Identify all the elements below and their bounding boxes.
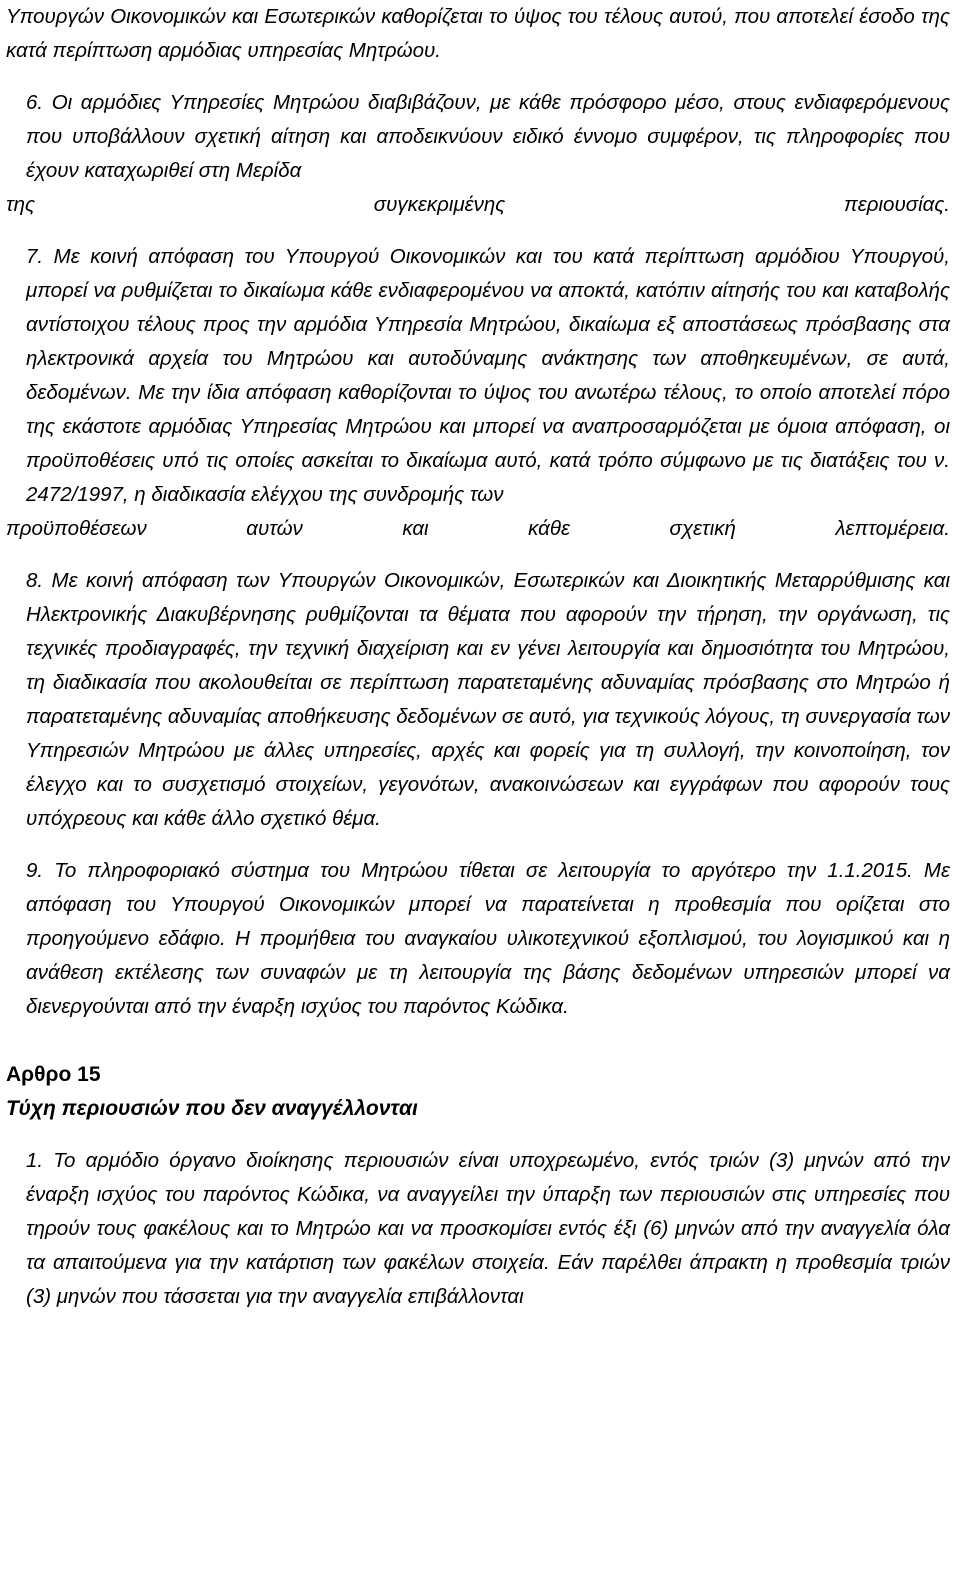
paragraph-6-last-line: της συγκεκριμένης περιουσίας. — [6, 193, 950, 216]
paragraph-article15-1: 1. Το αρμόδιο όργανο διοίκησης περιουσιών είναι υποχρεωμένο, εντός τριών (3) μηνών από την έναρξη ισχύος του παρόντος Κώδικα, να αναγγείλει την ύπαρξη των περιουσιών στις υπηρεσίες που τηρούν τους φακέλους και το Μητρώο και να προσκομίσει εντός έξι (6) μηνών από την αναγγελία όλα τα απαιτούμενα για την κατάρτιση των φακέλων στοιχεία. Εάν παρέλθει άπρακτη η προθεσμία τριών (3) μηνών που τάσσεται για την αναγγελία επιβάλλονται — [26, 1149, 950, 1308]
document-page — [6, 0, 950, 1314]
article-subtitle: Τύχη περιουσιών που δεν αναγγέλλονται — [6, 1097, 418, 1120]
article-title: Αρθρο 15 — [6, 1063, 101, 1086]
paragraph-intro: Υπουργών Οικονομικών και Εσωτερικών καθορίζεται το ύψος του τέλους αυτού, που αποτελεί έσοδο της κατά περίπτωση αρμόδιας υπηρεσίας Μητρώου. — [6, 5, 950, 62]
paragraph-8: 8. Με κοινή απόφαση των Υπουργών Οικονομικών, Εσωτερικών και Διοικητικής Μεταρρύθμισης και Ηλεκτρονικής Διακυβέρνησης ρυθμίζονται τα θέματα που αφορούν την τήρηση, την οργάνωση, τις τεχνικές προδιαγραφές, την τεχνική διαχείριση και εν γένει λειτουργία και δημοσιότητα του Μητρώου, τη διαδικασία που ακολουθείται σε περίπτωση παρατεταμένης αδυναμίας πρόσβασης στο Μητρώο ή παρατεταμένης αδυναμίας αποθήκευσης δεδομένων σε αυτό, για τεχνικούς λόγους, τη συνεργασία των Υπηρεσιών Μητρώου με άλλες υπηρεσίες, αρχές και φορείς για τη συλλογή, την κοινοποίηση, τον έλεγχο και το συσχετισμό στοιχείων, γεγονότων, ανακοινώσεων και εγγράφων που αφορούν τους υπόχρεους και κάθε άλλο σχετικό θέμα. — [26, 569, 950, 830]
paragraph-7: 7. Με κοινή απόφαση του Υπουργού Οικονομικών και του κατά περίπτωση αρμόδιου Υπουργού, μπορεί να ρυθμίζεται το δικαίωμα κάθε ενδιαφερομένου να αποκτά, κατόπιν αίτησής του και καταβολής αντίστοιχου τέλους προς την αρμόδια Υπηρεσία Μητρώου, δικαίωμα εξ αποστάσεως πρόσβασης στα ηλεκτρονικά αρχεία του Μητρώου και αυτοδύναμης ανάκτησης των αποθηκευμένων, σε αυτά, δεδομένων. Με την ίδια απόφαση καθορίζονται το ύψος του ανωτέρω τέλους, το οποίο αποτελεί πόρο της εκάστοτε αρμόδιας Υπηρεσίας Μητρώου και μπορεί να αναπροσαρμόζεται με όμοια απόφαση, οι προϋποθέσεις υπό τις οποίες ασκείται το δικαίωμα αυτό, κατά τρόπο σύμφωνο με τις διατάξεις του ν. 2472/1997, η διαδικασία ελέγχου της συνδρομής των — [26, 245, 950, 506]
paragraph-9: 9. Το πληροφοριακό σύστημα του Μητρώου τίθεται σε λειτουργία το αργότερο την 1.1.2015. Με απόφαση του Υπουργού Οικονομικών μπορεί να παρατείνεται η προθεσμία που ορίζεται στο προηγούμενο εδάφιο. Η προμήθεια του αναγκαίου υλικοτεχνικού εξοπλισμού, του λογισμικού και η ανάθεση εκτέλεσης των συναφών με τη λειτουργία της βάσης δεδομένων υπηρεσιών μπορεί να διενεργούνται από την έναρξη ισχύος του παρόντος Κώδικα. — [26, 859, 950, 1018]
paragraph-6: 6. Οι αρμόδιες Υπηρεσίες Μητρώου διαβιβάζουν, με κάθε πρόσφορο μέσο, στους ενδιαφερόμενους που υποβάλλουν σχετική αίτηση και αποδεικνύουν ειδικό έννομο συμφέρον, τις πληροφορίες που έχουν καταχωριθεί στη Μερίδα — [26, 91, 950, 182]
paragraph-7-last-line: προϋποθέσεων αυτών και κάθε σχετική λεπτομέρεια. — [6, 517, 950, 540]
